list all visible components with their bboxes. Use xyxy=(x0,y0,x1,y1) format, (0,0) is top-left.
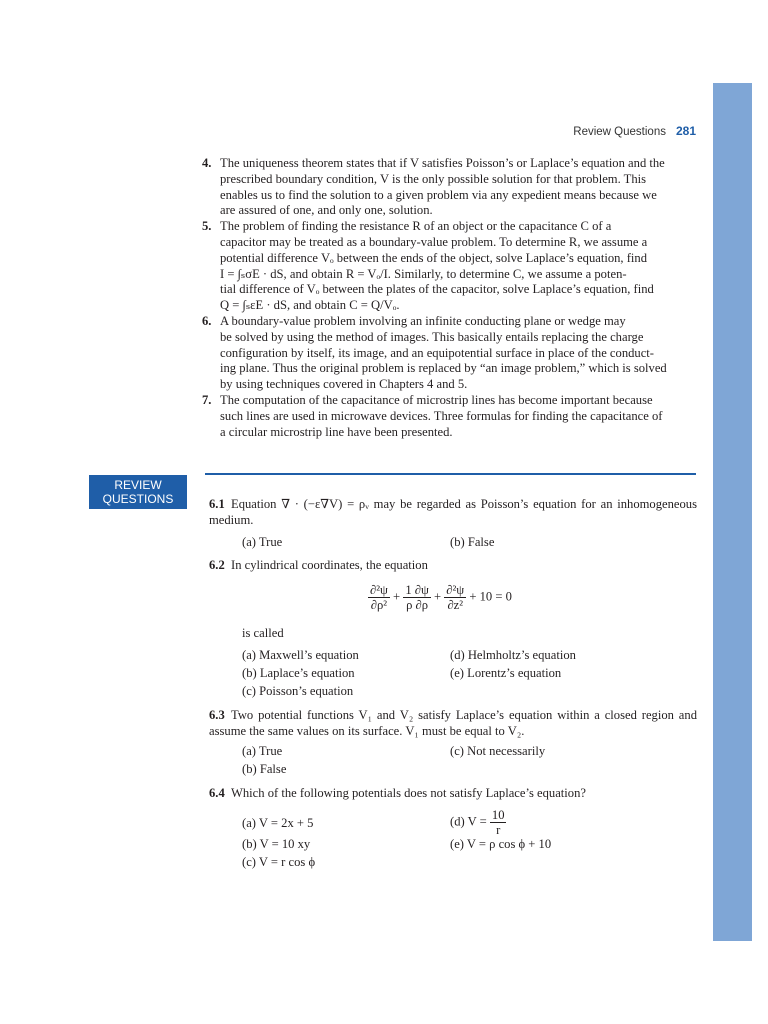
summary-line: capacitor may be treated as a boundary-value problem. To determine R, we assume a xyxy=(220,234,648,249)
question-text: Which of the following potentials does not satisfy Laplace’s equation? xyxy=(231,786,586,800)
option-a: (a) Maxwell’s equation xyxy=(242,648,359,662)
summary-item xyxy=(202,314,696,393)
question-6-4: 6.4 Which of the following potentials does not satisfy Laplace’s equation? xyxy=(209,786,586,800)
summary-line: a circular microstrip line have been presented. xyxy=(220,424,453,439)
summary-item-number: 5. xyxy=(202,219,212,234)
summary-line: A boundary-value problem involving an infinite conducting plane or wedge may xyxy=(220,313,626,328)
question-6-1: 6.1 Equation ∇ · (−ε∇V) = ρᵥ may be regarded as Poisson’s equation for an inhomogeneous medium. xyxy=(209,497,697,527)
option-a: (a) True xyxy=(242,535,283,549)
summary-line: The problem of finding the resistance R of an object or the capacitance C of a xyxy=(220,219,612,234)
summary-line: ing plane. Thus the original problem is replaced by “an image problem,” which is solved xyxy=(220,361,667,376)
option-b: (b) V = 10 xy xyxy=(242,837,311,851)
option-e: (e) Lorentz’s equation xyxy=(450,666,562,680)
option-c: (c) Not necessarily xyxy=(450,744,546,758)
is-called-text: is called xyxy=(242,626,284,640)
option-e: (e) V = ρ cos ϕ + 10 xyxy=(450,837,552,851)
cylindrical-equation: $\frac{\text{∂²ψ}}{\text{∂ρ²}}$ + $\frac{1 \partial\psi}{\rho \partial\rho}$ + $\frac{\text{∂²ψ}}{\text{∂z²}}$ + 10 = 0 xyxy=(370,583,512,612)
option-b: (b) Laplace’s equation xyxy=(242,666,355,680)
summary-list xyxy=(202,156,696,440)
option-c: (c) V = r cos ϕ xyxy=(242,855,316,869)
section-title: Review Questions xyxy=(573,126,666,138)
summary-item-number: 4. xyxy=(202,156,212,170)
summary-line: by using techniques covered in Chapters 4 and 5. xyxy=(220,377,468,392)
summary-item xyxy=(202,219,696,314)
option-c: (c) Poisson’s equation xyxy=(242,684,354,698)
question-text: In cylindrical coordinates, the equation xyxy=(231,558,428,572)
summary-line: potential difference Vₒ between the ends of the object, solve Laplace’s equation, find xyxy=(220,250,648,265)
option-d: (d) Helmholtz’s equation xyxy=(450,648,576,662)
page-number: 281 xyxy=(675,124,696,138)
summary-item-number: 6. xyxy=(202,313,212,328)
summary-line: such lines are used in microwave devices. Three formulas for finding the capacitance of xyxy=(220,408,663,423)
question-6-3: 6.3 Two potential functions V₁ and V₂ satisfy Laplace’s equation within a closed region and assume the same values on its surface. V₁ must be equal to V₂. xyxy=(209,708,697,738)
option-a: (a) True xyxy=(242,744,283,758)
running-header xyxy=(0,124,696,138)
option-d: (d) V = $\frac{10}{r}$ xyxy=(450,808,505,837)
summary-line: be solved by using the method of images. This basically entails replacing the charge xyxy=(220,329,644,344)
summary-item-number: 7. xyxy=(202,392,212,407)
summary-line: are assured of one, and only one, solution. xyxy=(220,203,433,218)
summary-line: The uniqueness theorem states that if V satisfies Poisson’s or Laplace’s equation and the xyxy=(220,156,665,170)
summary-line: The computation of the capacitance of microstrip lines has become important because xyxy=(220,392,653,407)
question-text: Two potential functions V₁ and V₂ satisfy Laplace’s equation within a closed region and assume the same values on its surface. V₁ must be equal to V₂. xyxy=(209,708,697,738)
option-b: (b) False xyxy=(450,535,495,549)
question-6-2: 6.2 In cylindrical coordinates, the equation xyxy=(209,558,428,572)
option-a: (a) V = 2x + 5 xyxy=(242,816,314,830)
chapter-tab-bar xyxy=(713,83,752,941)
summary-line: enables us to find the solution to a given problem via any expedient means because we xyxy=(220,187,657,202)
option-b: (b) False xyxy=(242,762,287,776)
summary-item xyxy=(202,393,696,440)
summary-line: prescribed boundary condition, V is the only possible solution for that problem. This xyxy=(220,171,647,186)
summary-item xyxy=(202,156,696,219)
summary-line: I = ∫ₛσE · dS, and obtain R = Vₒ/I. Similarly, to determine C, we assume a poten- xyxy=(220,266,627,281)
summary-line: configuration by itself, its image, and an equipotential surface in place of the conduct- xyxy=(220,345,654,360)
review-questions-label: REVIEW QUESTIONS xyxy=(89,475,187,509)
summary-line: tial difference of Vₒ between the plates of the capacitor, solve Laplace’s equation, find xyxy=(220,282,654,297)
summary-line: Q = ∫ₛεE · dS, and obtain C = Q/Vₒ. xyxy=(220,298,400,313)
question-text: Equation ∇ · (−ε∇V) = ρᵥ may be regarded as Poisson’s equation for an inhomogeneous medium. xyxy=(209,497,697,527)
section-rule xyxy=(205,473,696,475)
